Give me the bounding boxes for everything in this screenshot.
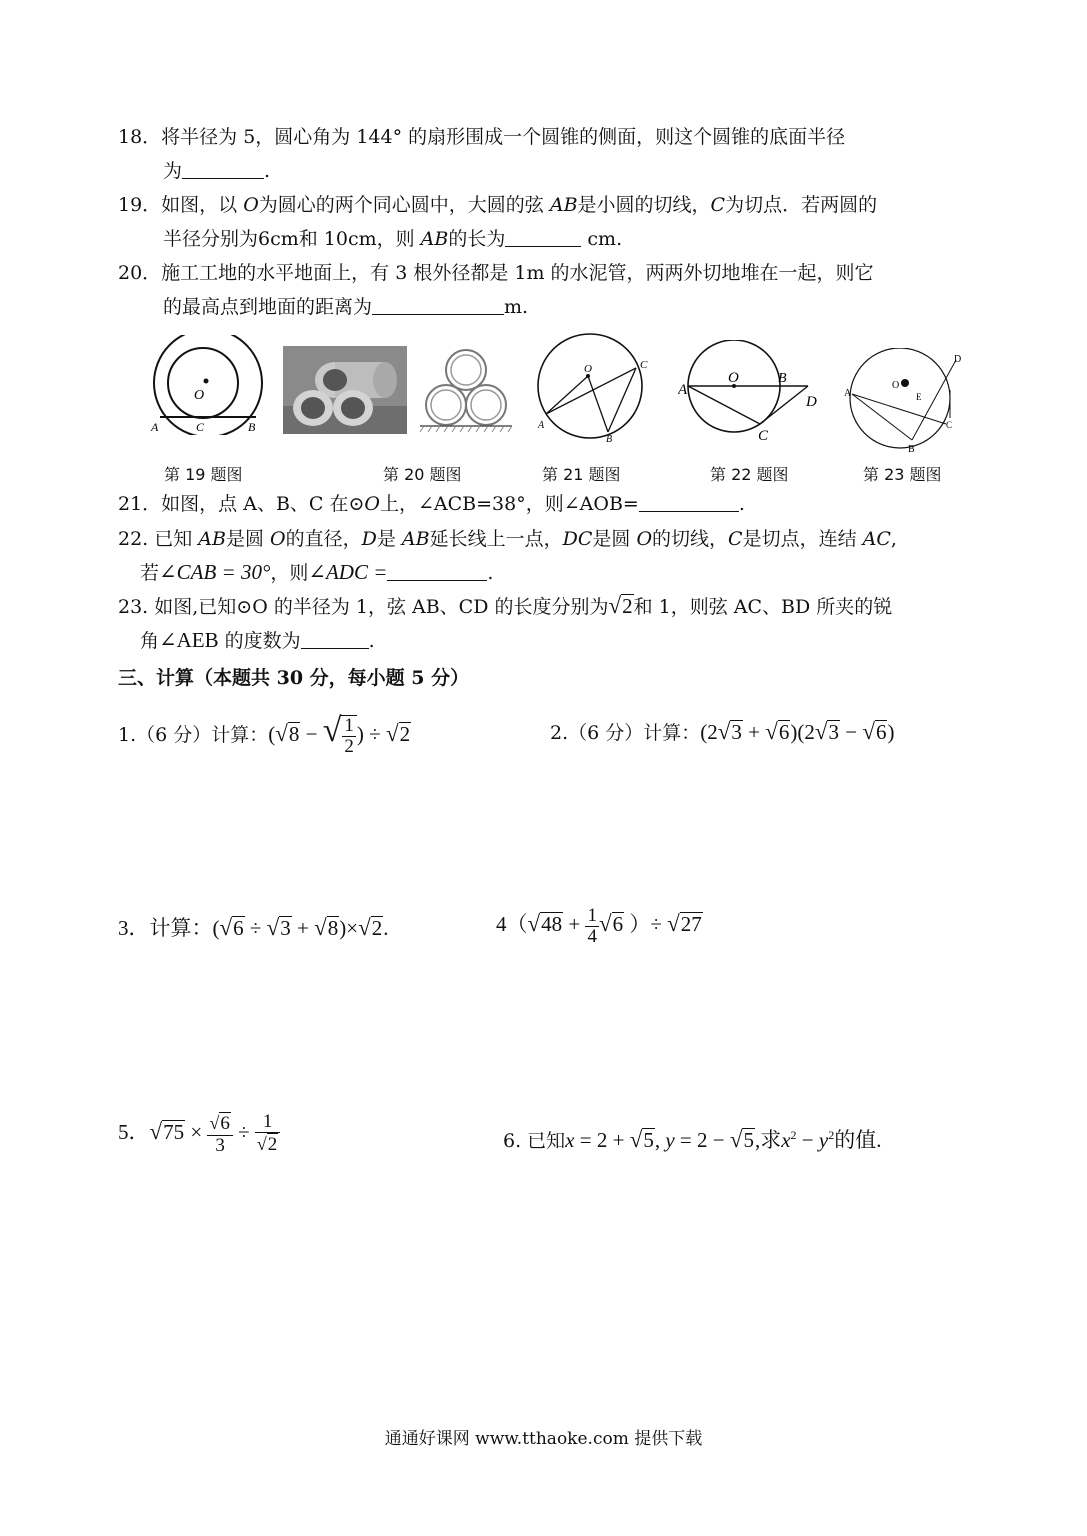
exponent: 2 — [828, 1128, 835, 1142]
op: − — [305, 722, 318, 746]
q23-angle-aeb: ∠AEB — [159, 628, 219, 652]
q19-var-c: C — [710, 194, 726, 216]
figure-20-photo — [283, 346, 407, 434]
caption-fig22: 第 22 题图 — [710, 465, 789, 484]
radicand: 8 — [288, 722, 300, 746]
fig22-label-a: A — [678, 382, 688, 398]
q22-angle-cab: ∠CAB = 30° — [159, 560, 271, 584]
q22-line1 — [118, 525, 897, 553]
q19-var-o: O — [243, 194, 259, 216]
q20-line2 — [163, 293, 528, 321]
op: + — [297, 916, 309, 940]
var-y: y — [818, 1128, 829, 1152]
q23-text: 和 1，则弦 AC、BD 所夹的锐 — [633, 596, 893, 618]
q22-var: O — [636, 528, 653, 550]
q19-text: 的长为 — [448, 228, 506, 250]
q19-text: 19．如图，以 — [118, 194, 244, 216]
q22-var: AC — [862, 528, 891, 550]
op: + — [568, 912, 581, 937]
figure-21 — [530, 332, 660, 444]
radicand: 6 — [233, 916, 244, 940]
fig21-label-b: B — [606, 434, 613, 444]
problem-5 — [118, 1112, 280, 1156]
q23-text: 23. 如图,已知⊙O 的半径为 1，弦 AB、CD 的长度分别为 — [118, 596, 609, 618]
q20-prefix: 的最高点到地面的距离为 — [163, 296, 373, 318]
problem-5-label: 5． — [118, 1119, 150, 1144]
fig22-label-b: B — [778, 371, 787, 386]
radicand: 3 — [828, 720, 839, 744]
figure-20-diagram — [418, 346, 514, 436]
op: , — [654, 1128, 666, 1152]
q21-answer-blank — [639, 491, 739, 512]
problem-3-expression: 3．计算：(√6 ÷ √3 + √8)×√2. — [118, 915, 389, 940]
fig22-label-c: C — [758, 428, 769, 444]
radicand: 6 — [612, 912, 624, 937]
radicand: 75 — [163, 1119, 185, 1144]
op: = 2 + — [574, 1128, 630, 1152]
problem-4 — [496, 906, 703, 947]
q22-text: 的切线， — [652, 528, 729, 550]
op: ÷ — [369, 722, 381, 746]
radicand: 27 — [680, 912, 702, 937]
q22-var: D — [361, 528, 377, 550]
q22-text: , — [890, 528, 897, 550]
problem-4-expression: 4（√48 + $\frac{1}{4}$ √6 ）÷ √27 — [496, 905, 702, 947]
q23-suffix: . — [368, 630, 375, 652]
q22-suffix: . — [487, 562, 494, 584]
q19-var-ab: AB — [549, 194, 578, 216]
q22-text: 是切点，连结 — [742, 528, 863, 550]
fig21-label-a: A — [538, 420, 545, 431]
problem-2 — [550, 718, 894, 745]
q22-answer-blank — [387, 560, 487, 581]
q23-sqrt2: √2 — [608, 593, 633, 618]
frac-den: 4 — [587, 926, 597, 947]
var-y: y — [665, 1128, 675, 1152]
op: × — [190, 1119, 203, 1144]
q21-suffix: . — [738, 493, 745, 515]
fig22-label-d: D — [806, 394, 817, 410]
caption-fig20: 第 20 题图 — [383, 465, 462, 484]
page-footer: 通通好课网 www.tthaoke.com 提供下载 — [384, 1429, 703, 1449]
q19-line2 — [163, 225, 622, 253]
radicand: 8 — [327, 916, 339, 940]
problem-6-label: 6. 已知 — [503, 1130, 566, 1152]
q22-text: 是圆 — [225, 528, 271, 550]
caption-fig19: 第 19 题图 — [164, 465, 243, 484]
problem-4-label: 4（ — [496, 912, 528, 937]
radicand: 3 — [731, 720, 742, 744]
q22-var: DC — [562, 528, 593, 550]
problem-1-expression: (√8 − √ $\frac{1}{2}$ ) ÷ √2 — [268, 712, 411, 757]
radicand: 6 — [875, 720, 887, 744]
paren: (2 — [700, 720, 718, 744]
fig21-label-o: O — [584, 363, 592, 375]
op: − — [796, 1128, 819, 1152]
q23-text: 角 — [140, 630, 160, 652]
q22-text: 22. 已知 — [118, 528, 199, 550]
fig19-label-c: C — [196, 420, 205, 434]
q18-line1: 18．将半径为 5，圆心角为 144° 的扇形围成一个圆锥的侧面，则这个圆锥的底面半径 — [118, 126, 846, 148]
fig23-label-a: A — [844, 388, 852, 399]
problem-2-label: 2.（6 分）计算： — [550, 722, 701, 744]
fig23-label-e: E — [916, 392, 922, 402]
section-title-main: 三、计算 — [118, 667, 195, 689]
frac-num: 1 — [262, 1111, 273, 1132]
radicand: 5 — [743, 1128, 754, 1152]
paren: )× — [339, 916, 359, 940]
radicand: 6 — [778, 720, 790, 744]
suffix: . — [383, 916, 389, 940]
problem-5-expression: 5．√75 × $\frac{√6}{3}$ ÷ $\frac{1}{√2}$ — [118, 1120, 280, 1144]
problem-1 — [118, 712, 411, 757]
q22-text: 若 — [140, 562, 160, 584]
problem-2-expression: (2√3 + √6)(2√3 − √6) — [700, 719, 895, 744]
q23-line2 — [140, 626, 375, 655]
radicand: 6 — [220, 1113, 230, 1134]
text: 的值. — [834, 1128, 882, 1152]
frac-den: 3 — [207, 1135, 232, 1156]
q20-answer-blank — [372, 294, 504, 315]
q19-answer-blank — [505, 226, 581, 247]
q22-var: AB — [401, 528, 430, 550]
q21-text: 21．如图，点 A、B、C 在⊙ — [118, 493, 365, 515]
text: ,求 — [754, 1128, 782, 1152]
figure-22 — [678, 340, 828, 444]
radicand: 2 — [622, 594, 633, 618]
figure-19 — [148, 335, 268, 435]
q23-text: 的度数为 — [218, 630, 301, 652]
radicand: 3 — [280, 916, 291, 940]
q19-line1 — [118, 191, 877, 219]
var-x: x — [565, 1128, 575, 1152]
caption-fig23: 第 23 题图 — [863, 465, 942, 484]
radicand: 2 — [371, 916, 383, 940]
op: = 2 − — [674, 1128, 730, 1152]
q19-text: 为圆心的两个同心圆中，大圆的弦 — [258, 194, 550, 216]
q22-text: ，则 — [270, 562, 309, 584]
radicand: 2 — [267, 1134, 278, 1155]
q21-text: 上，∠ACB=38°，则∠AOB= — [379, 493, 639, 515]
radicand: 48 — [541, 912, 563, 937]
q22-text: 是 — [376, 528, 402, 550]
q18-line2 — [163, 157, 270, 185]
section-title-points: （本题共 30 分，每小题 5 分） — [194, 667, 470, 689]
q20-line1: 20．施工工地的水平地面上，有 3 根外径都是 1m 的水泥管，两两外切地堆在一起，则它 — [118, 262, 874, 284]
q18-prefix: 为 — [163, 160, 183, 182]
op: + — [748, 720, 760, 744]
fig19-label-a: A — [151, 420, 159, 434]
frac-den: 2 — [344, 735, 354, 757]
q22-var: O — [270, 528, 286, 550]
var-x: x — [781, 1128, 791, 1152]
exponent: 2 — [790, 1128, 797, 1142]
paren: ）÷ — [629, 912, 662, 937]
op: ÷ — [238, 1119, 250, 1144]
q19-text: 是小圆的切线， — [577, 194, 711, 216]
radicand: 5 — [643, 1128, 654, 1152]
q21-var-o: O — [364, 493, 380, 515]
fig23-label-d: D — [954, 354, 962, 365]
q23-line1 — [118, 592, 892, 621]
problem-3-label: 3．计算：( — [118, 916, 220, 940]
fig23-label-b: B — [908, 444, 915, 455]
radicand: 2 — [399, 722, 411, 746]
figure-23 — [838, 348, 964, 456]
problem-6-expression: x = 2 + √5, y = 2 − √5,求$x^2 - y^2$的值. — [565, 1127, 882, 1152]
q18-answer-blank — [182, 158, 264, 179]
q19-text: 为切点．若两圆的 — [725, 194, 878, 216]
frac-num: 1 — [344, 714, 354, 736]
fig23-label-c: C — [946, 420, 953, 430]
paren: )(2 — [790, 720, 815, 744]
fig19-label-o: O — [194, 388, 205, 403]
q22-var: AB — [198, 528, 226, 550]
q23-answer-blank — [301, 628, 369, 649]
q19-var-ab: AB — [420, 228, 449, 250]
fig22-label-o: O — [728, 370, 739, 386]
caption-fig21: 第 21 题图 — [542, 465, 621, 484]
q21-line — [118, 490, 745, 518]
q19-text: 半径分别为6cm和 10cm，则 — [163, 228, 421, 250]
op: − — [845, 720, 858, 744]
frac-num: 1 — [587, 905, 597, 926]
section-3-title — [118, 664, 469, 692]
q20-suffix: m. — [504, 296, 529, 318]
fig21-label-c: C — [640, 359, 648, 371]
op: ÷ — [249, 916, 262, 940]
q22-text: 是圆 — [592, 528, 637, 550]
q22-line2 — [140, 558, 493, 587]
paren: ) — [887, 720, 895, 744]
q22-var: C — [728, 528, 743, 550]
q18-suffix: . — [264, 160, 271, 182]
fig23-label-o: O — [892, 380, 900, 391]
q19-unit: cm. — [581, 228, 623, 250]
fig19-label-b: B — [248, 420, 256, 434]
problem-6 — [503, 1124, 881, 1154]
q22-text: 的直径， — [285, 528, 362, 550]
problem-3 — [118, 912, 388, 942]
q22-angle-adc: ∠ADC = — [308, 560, 388, 584]
q22-text: 延长线上一点， — [429, 528, 563, 550]
problem-1-label: 1.（6 分）计算： — [118, 724, 269, 746]
